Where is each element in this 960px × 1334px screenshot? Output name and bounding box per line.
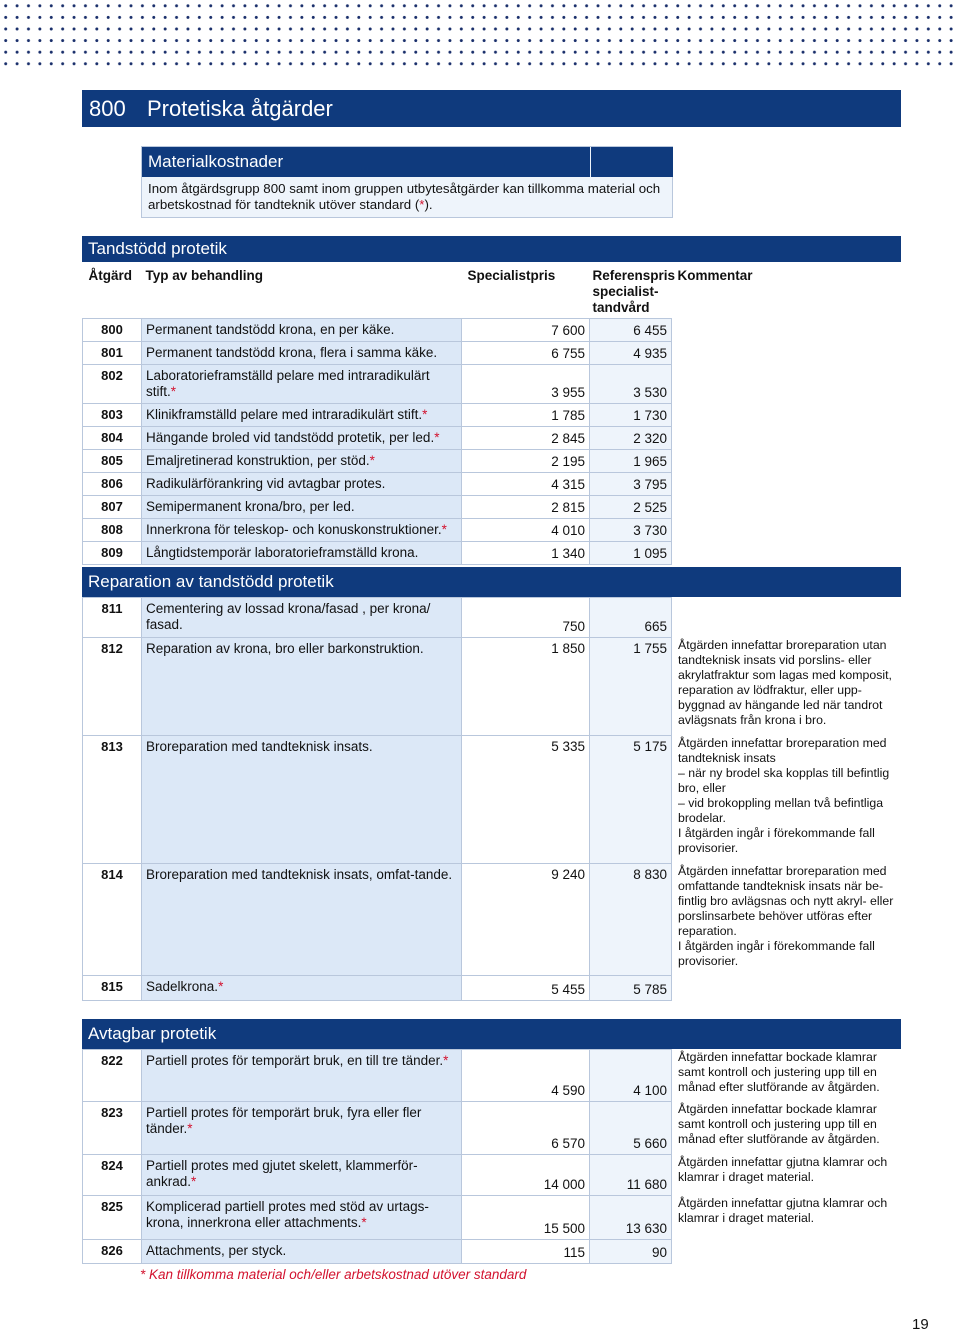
row-code: 800 — [83, 319, 142, 342]
row-code: 807 — [83, 496, 142, 519]
row-treatment: Permanent tandstödd krona, flera i samma käke. — [142, 342, 462, 365]
row-comment — [672, 598, 902, 638]
row-code: 804 — [83, 427, 142, 450]
table-avtagbar — [82, 1049, 902, 1264]
page-title: Protetiska åtgärder — [147, 96, 333, 121]
table-row — [83, 519, 902, 542]
row-code: 825 — [83, 1196, 142, 1240]
table-row — [83, 1050, 902, 1102]
row-specialist-price: 2 195 — [462, 450, 590, 473]
row-code: 811 — [83, 598, 142, 638]
col-specialist: Specialistpris — [462, 262, 590, 319]
row-specialist-price: 15 500 — [462, 1196, 590, 1240]
row-treatment: Radikulärförankring vid avtagbar protes. — [142, 473, 462, 496]
row-reference-price: 6 455 — [590, 319, 672, 342]
table-row — [83, 319, 902, 342]
row-code: 822 — [83, 1050, 142, 1102]
footnote: * Kan tillkomma material och/eller arbetskostnad utöver standard — [140, 1267, 527, 1282]
table-row — [83, 976, 902, 1001]
row-code: 813 — [83, 736, 142, 864]
row-specialist-price: 750 — [462, 598, 590, 638]
row-reference-price: 3 530 — [590, 365, 672, 404]
row-specialist-price: 4 315 — [462, 473, 590, 496]
row-specialist-price: 2 845 — [462, 427, 590, 450]
row-code: 805 — [83, 450, 142, 473]
row-specialist-price: 4 010 — [462, 519, 590, 542]
col-reference: Referenspris specialist- tandvård — [590, 262, 672, 319]
footnote-star: * — [170, 384, 177, 399]
row-reference-price: 1 965 — [590, 450, 672, 473]
table-row — [83, 427, 902, 450]
table-row — [83, 638, 902, 736]
row-code: 823 — [83, 1102, 142, 1155]
section-header-reparation — [82, 567, 901, 597]
table-row — [83, 1102, 902, 1155]
table-row — [83, 450, 902, 473]
row-code: 824 — [83, 1155, 142, 1196]
row-treatment: Semipermanent krona/bro, per led. — [142, 496, 462, 519]
row-comment: Åtgärden innefattar bockade klamrar samt kontroll och justering upp till en månad efter slutförande av åtgärden. — [672, 1050, 902, 1102]
row-treatment: Emaljretinerad konstruktion, per stöd.* — [142, 450, 462, 473]
footnote-star: * — [361, 1215, 367, 1230]
section-header-tandstodd — [82, 236, 901, 262]
row-code: 812 — [83, 638, 142, 736]
col-code: Åtgärd — [83, 262, 142, 319]
table-row — [83, 1240, 902, 1264]
row-treatment: Partiell protes för temporärt bruk, en till tre tänder.* — [142, 1050, 462, 1102]
footnote-star: * — [434, 430, 440, 445]
section-title: Tandstödd protetik — [88, 239, 227, 258]
row-comment: Åtgärden innefattar bockade klamrar samt kontroll och justering upp till en månad efter slutförande av åtgärden. — [672, 1102, 902, 1155]
row-code: 808 — [83, 519, 142, 542]
section-title: Avtagbar protetik — [88, 1024, 217, 1043]
row-reference-price: 8 830 — [590, 864, 672, 976]
table-row — [83, 496, 902, 519]
table-row — [83, 473, 902, 496]
row-reference-price: 1 095 — [590, 542, 672, 565]
row-reference-price: 5 785 — [590, 976, 672, 1001]
table-row — [83, 1196, 902, 1240]
row-specialist-price: 3 955 — [462, 365, 590, 404]
row-reference-price: 90 — [590, 1240, 672, 1264]
row-reference-price: 665 — [590, 598, 672, 638]
row-comment — [672, 404, 902, 427]
row-reference-price: 1 730 — [590, 404, 672, 427]
row-comment — [672, 473, 902, 496]
section-code: 800 — [89, 96, 126, 121]
page-header — [82, 90, 901, 127]
row-comment — [672, 365, 902, 404]
section-title: Reparation av tandstödd protetik — [88, 572, 334, 591]
row-treatment: Permanent tandstödd krona, en per käke. — [142, 319, 462, 342]
row-code: 803 — [83, 404, 142, 427]
row-comment — [672, 519, 902, 542]
row-treatment: Broreparation med tandteknisk insats, omfat-tande. — [142, 864, 462, 976]
row-comment — [672, 342, 902, 365]
row-specialist-price: 115 — [462, 1240, 590, 1264]
table-row — [83, 598, 902, 638]
footnote-star: * — [191, 1174, 197, 1189]
row-specialist-price: 9 240 — [462, 864, 590, 976]
row-treatment: Innerkrona för teleskop- och konuskonstruktioner.* — [142, 519, 462, 542]
row-reference-price: 3 795 — [590, 473, 672, 496]
row-treatment: Attachments, per styck. — [142, 1240, 462, 1264]
row-specialist-price: 4 590 — [462, 1050, 590, 1102]
material-title: Materialkostnader — [148, 152, 284, 171]
row-treatment: Cementering av lossad krona/fasad , per krona/ fasad. — [142, 598, 462, 638]
footnote-star: * — [441, 522, 447, 537]
row-comment — [672, 319, 902, 342]
row-reference-price: 11 680 — [590, 1155, 672, 1196]
row-comment: Åtgärden innefattar gjutna klamrar och klamrar i draget material. — [672, 1155, 902, 1196]
row-comment — [672, 1240, 902, 1264]
row-comment — [672, 496, 902, 519]
row-treatment: Klinikframställd pelare med intraradikulärt stift.* — [142, 404, 462, 427]
row-treatment: Laboratorieframställd pelare med intraradikulärt stift.* — [142, 365, 462, 404]
row-code: 826 — [83, 1240, 142, 1264]
row-reference-price: 13 630 — [590, 1196, 672, 1240]
row-comment — [672, 542, 902, 565]
row-reference-price: 1 755 — [590, 638, 672, 736]
dotted-pattern — [0, 0, 960, 70]
column-header-row — [83, 262, 902, 319]
row-treatment: Långtidstemporär laboratorieframställd krona. — [142, 542, 462, 565]
page-number: 19 — [912, 1316, 929, 1333]
row-treatment: Partiell protes för temporärt bruk, fyra eller fler tänder.* — [142, 1102, 462, 1155]
material-text: Inom åtgärdsgrupp 800 samt inom gruppen utbytesåtgärder kan tillkomma material och arbetskostnad för tandteknik utöver standard (*). — [148, 181, 661, 212]
footnote-star: * — [369, 453, 375, 468]
row-specialist-price: 1 785 — [462, 404, 590, 427]
row-comment: Åtgärden innefattar broreparation med omfattande tandteknisk insats när be-fintlig bro avlägsnas och nytt akryl- eller porslinsarbete behöver utföras efter reparation. I åtgärden ingår i förekommande fall provisorier. — [672, 864, 902, 976]
row-code: 815 — [83, 976, 142, 1001]
row-treatment: Broreparation med tandteknisk insats. — [142, 736, 462, 864]
table-row — [83, 542, 902, 565]
row-specialist-price: 1 850 — [462, 638, 590, 736]
row-comment: Åtgärden innefattar gjutna klamrar och klamrar i draget material. — [672, 1196, 902, 1240]
row-specialist-price: 14 000 — [462, 1155, 590, 1196]
table-row — [83, 365, 902, 404]
row-specialist-price: 5 455 — [462, 976, 590, 1001]
footnote-star: * — [422, 407, 428, 422]
row-treatment: Hängande broled vid tandstödd protetik, per led.* — [142, 427, 462, 450]
row-reference-price: 3 730 — [590, 519, 672, 542]
row-treatment: Partiell protes med gjutet skelett, klammerför-ankrad.* — [142, 1155, 462, 1196]
table-row — [83, 1155, 902, 1196]
row-comment: Åtgärden innefattar broreparation utan tandteknisk insats vid porslins- eller akrylatfraktur som lagas med komposit, reparation av lödfraktur, eller upp-byggnad av hängande led när tandrot avlägsnats från krona i bro. — [672, 638, 902, 736]
row-reference-price: 4 100 — [590, 1050, 672, 1102]
table-reparation — [82, 597, 902, 1001]
row-code: 802 — [83, 365, 142, 404]
row-treatment: Reparation av krona, bro eller barkonstruktion. — [142, 638, 462, 736]
row-specialist-price: 5 335 — [462, 736, 590, 864]
row-reference-price: 2 320 — [590, 427, 672, 450]
row-reference-price: 2 525 — [590, 496, 672, 519]
table-row — [83, 404, 902, 427]
row-comment — [672, 427, 902, 450]
row-treatment: Sadelkrona.* — [142, 976, 462, 1001]
row-specialist-price: 1 340 — [462, 542, 590, 565]
table-row — [83, 342, 902, 365]
row-specialist-price: 6 570 — [462, 1102, 590, 1155]
table-row — [83, 736, 902, 864]
section-header-avtagbar — [82, 1019, 901, 1049]
row-code: 801 — [83, 342, 142, 365]
material-box — [141, 146, 673, 218]
row-code: 809 — [83, 542, 142, 565]
row-specialist-price: 2 815 — [462, 496, 590, 519]
footnote-star: * — [218, 979, 224, 994]
footnote-star: * — [443, 1053, 449, 1068]
row-treatment: Komplicerad partiell protes med stöd av urtags-krona, innerkrona eller attachments.* — [142, 1196, 462, 1240]
row-reference-price: 5 660 — [590, 1102, 672, 1155]
col-treatment: Typ av behandling — [142, 262, 462, 319]
row-reference-price: 5 175 — [590, 736, 672, 864]
row-reference-price: 4 935 — [590, 342, 672, 365]
row-code: 806 — [83, 473, 142, 496]
row-specialist-price: 6 755 — [462, 342, 590, 365]
table-row — [83, 864, 902, 976]
table-tandstodd — [82, 262, 902, 565]
col-comment: Kommentar — [672, 262, 902, 319]
footnote-star: * — [187, 1121, 193, 1136]
row-comment: Åtgärden innefattar broreparation med tandteknisk insats – när ny brodel ska kopplas till befintlig bro, eller – vid brokoppling mellan två befintliga brodelar. I åtgärden ingår i förekommande fall provisorier. — [672, 736, 902, 864]
row-code: 814 — [83, 864, 142, 976]
row-comment — [672, 450, 902, 473]
row-specialist-price: 7 600 — [462, 319, 590, 342]
row-comment — [672, 976, 902, 1001]
